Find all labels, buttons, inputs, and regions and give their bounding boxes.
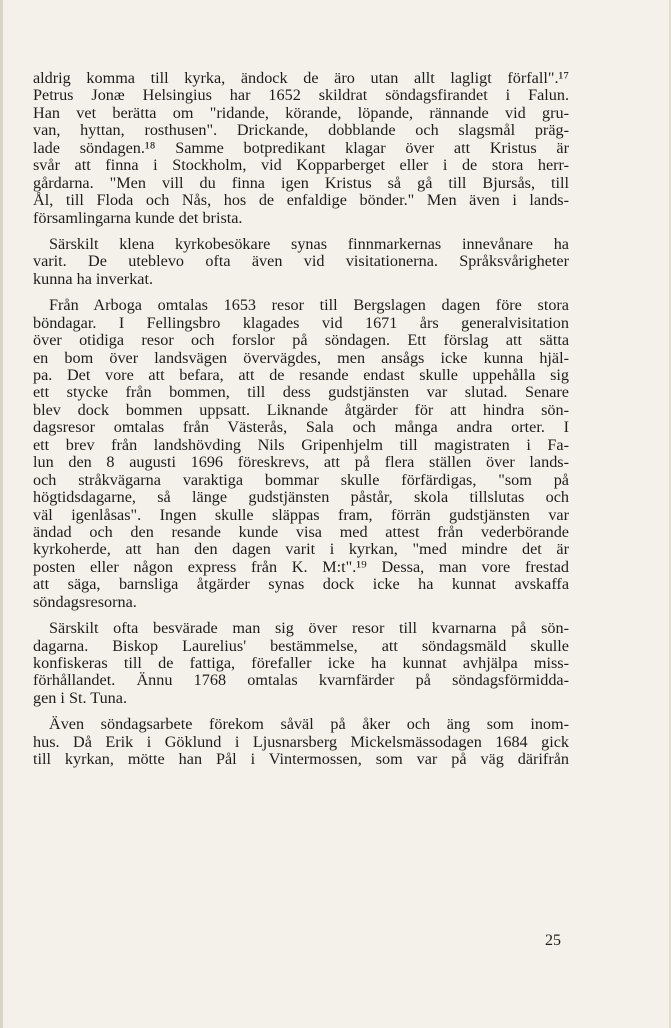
- page-number: 25: [545, 932, 561, 949]
- text-line: lun den 8 augusti 1696 föreskrevs, att på flera ställen över lands-: [33, 453, 569, 472]
- text-line: över otidiga resor och forslor på söndagen. Ett förslag att sätta: [33, 331, 569, 350]
- text-line: ett brev från landshövding Nils Gripenhjelm till magistraten i Fa-: [33, 435, 569, 454]
- text-line: att säga, barnsliga åtgärder synas dock icke ha kunnat avskaffa: [33, 575, 569, 594]
- text-line: konfiskeras till de fattiga, förefaller icke ha kunnat avhjälpa miss-: [33, 654, 569, 672]
- text-line: hus. Då Erik i Göklund i Ljusnarsberg Mickelsmässodagen 1684 gick: [33, 732, 569, 751]
- text-line: ändad och den resande kunde visa med attest från vederbörande: [33, 522, 569, 541]
- text-line: blev dock bommen uppsatt. Liknande åtgärder för att hindra sön-: [33, 400, 569, 419]
- paragraph: [33, 620, 569, 707]
- text-line: Särskilt klena kyrkobesökare synas finnmarkernas innevånare ha: [49, 234, 569, 253]
- text-line: van, hyttan, rosthusen". Drickande, dobblande och slagsmål präg-: [33, 121, 569, 140]
- text-line: Han vet berätta om "ridande, körande, löpande, rännande vid gru-: [33, 103, 569, 122]
- text-line: varit. De uteblevo ofta även vid visitationerna. Språksvårigheter: [33, 252, 569, 271]
- text-line: dagsresor omtalas från Västerås, Sala och många andra orter. I: [33, 418, 569, 437]
- text-line: lade söndagen.¹⁸ Samme botpredikant klagar över att Kristus är: [33, 138, 569, 157]
- text-line: söndagsresorna.: [33, 592, 137, 611]
- text-line: en bom över landsvägen övervägdes, men ansågs icke kunna hjäl-: [33, 348, 569, 367]
- text-line: svår att finna i Stockholm, vid Kopparberget eller i de stora herr-: [33, 156, 569, 175]
- text-line: till kyrkan, mötte han Pål i Vintermossen, som var på väg därifrån: [33, 750, 569, 769]
- text-line: aldrig komma till kyrka, ändock de äro utan allt lagligt förfall".¹⁷: [33, 69, 569, 87]
- text-line: ett stycke från bommen, till dess gudstjänsten var slutad. Senare: [33, 383, 569, 402]
- text-line: Särskilt ofta besvärade man sig över resor till kvarnarna på sön-: [49, 619, 569, 638]
- text-line: Petrus Jonæ Helsingius har 1652 skildrat söndagsfirandet i Falun.: [33, 86, 569, 105]
- text-line: församlingarna kunde det brista.: [33, 208, 243, 227]
- text-line: kyrkoherde, att han den dagen varit i kyrkan, "med mindre det är: [33, 540, 569, 559]
- text-line: kunna ha inverkat.: [33, 269, 154, 288]
- text-line: dagarna. Biskop Laurelius' bestämmelse, att söndagsmäld skulle: [33, 636, 569, 655]
- text-line: posten eller någon express från K. M:t".¹⁹ Dessa, man vore frestad: [33, 557, 569, 576]
- text-line: böndagar. I Fellingsbro klagades vid 1671 års generalvisitation: [33, 313, 569, 332]
- text-line: pa. Det vore att befara, att de resande endast skulle uppehålla sig: [33, 366, 569, 384]
- body-text: [33, 70, 569, 769]
- text-line: och stråkvägarna varaktiga bommar skulle förfärdigas, "som på: [33, 470, 569, 489]
- paragraph: [33, 236, 569, 288]
- paragraph: [33, 70, 569, 227]
- text-line: väl igenlåsas". Ingen skulle släppas fram, förrän gudstjänsten var: [33, 505, 569, 524]
- paragraph: [33, 716, 569, 768]
- paragraph: [33, 297, 569, 611]
- text-line: Från Arboga omtalas 1653 resor till Bergslagen dagen före stora: [49, 296, 569, 315]
- text-line: förhållandet. Ännu 1768 omtalas kvarnfärder på söndagsförmidda-: [33, 671, 569, 690]
- text-line: Även söndagsarbete förekom såväl på åker och äng som inom-: [49, 715, 569, 734]
- text-line: gårdarna. "Men vill du finna igen Kristus så gå till Bjursås, till: [33, 173, 569, 192]
- text-line: högtidsdagarne, så länge gudstjänsten påstår, skola tillslutas och: [33, 488, 569, 507]
- text-line: gen i St. Tuna.: [33, 688, 128, 707]
- text-line: Ål, till Floda och Nås, hos de enfaldige bönder." Men även i lands-: [33, 191, 569, 210]
